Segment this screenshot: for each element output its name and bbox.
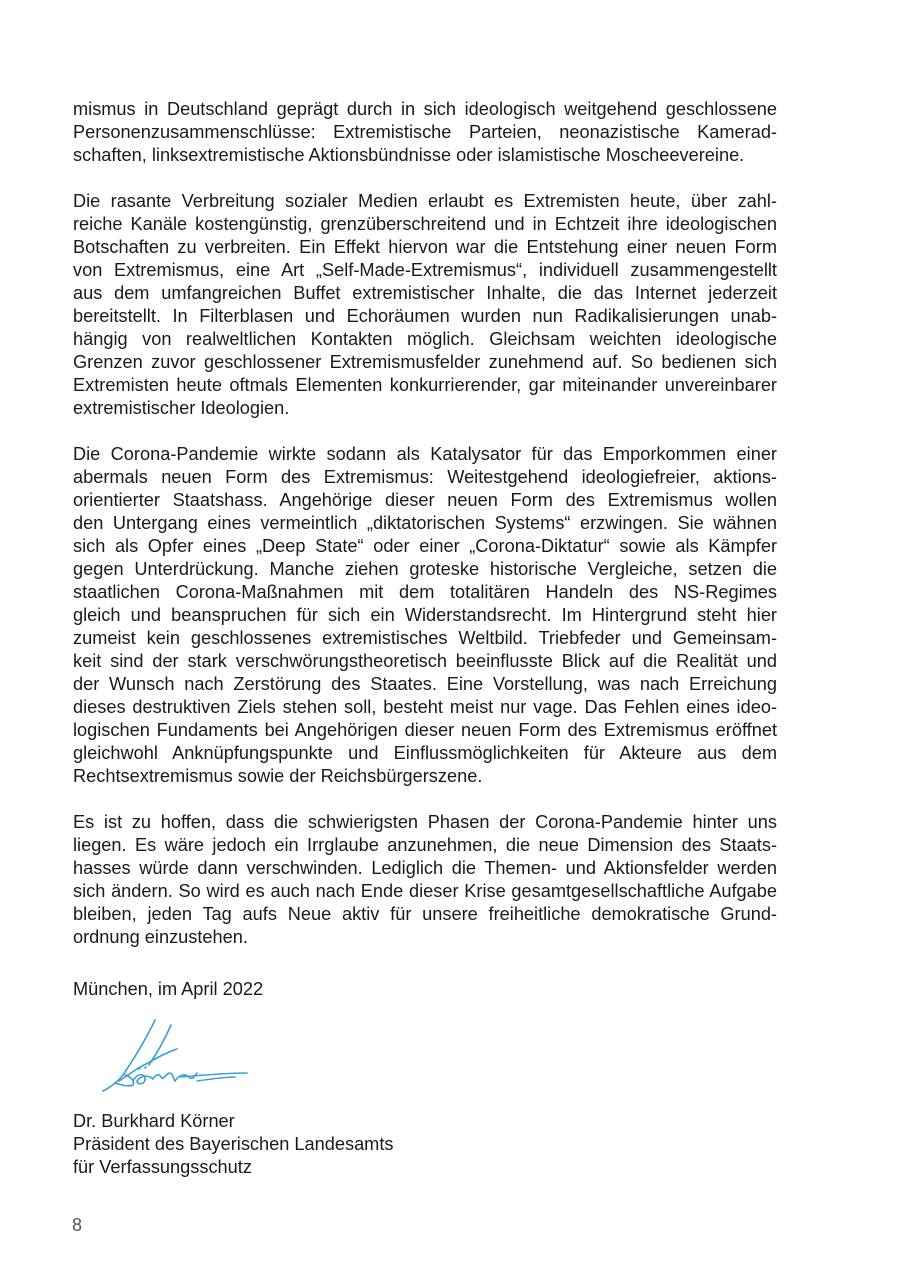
text-line: extremistischer Ideologien. (73, 398, 290, 418)
text-line: der Wunsch nach Zerstörung des Staates. Eine Vorstellung, was nach Erreichung (73, 674, 777, 694)
text-line: gleich und beanspruchen für sich ein Widerstandsrecht. Im Hintergrund steht hier (73, 605, 777, 625)
text-line: abermals neuen Form des Extremismus: Weitestgehend ideologiefreier, aktions- (73, 467, 777, 487)
text-line: logischen Fundaments bei Angehörigen dieser neuen Form des Extremismus eröffnet (73, 720, 777, 740)
text-line: bleiben, jeden Tag aufs Neue aktiv für unsere freiheitliche demokratische Grund- (73, 904, 777, 924)
paragraph-2 (73, 190, 777, 420)
text-line: Personenzusammenschlüsse: Extremistische Parteien, neonazistische Kamerad- (73, 122, 777, 142)
text-line: orientierter Staatshass. Angehörige dieser neuen Form des Extremismus wollen (73, 490, 777, 510)
text-line: liegen. Es wäre jedoch ein Irrglaube anzunehmen, die neue Dimension des Staats- (73, 835, 777, 855)
text-line: gegen Unterdrückung. Manche ziehen groteske historische Vergleiche, setzen die (73, 559, 777, 579)
author-title: für Verfassungsschutz (73, 1157, 252, 1177)
text-line: Die Corona-Pandemie wirkte sodann als Katalysator für das Emporkommen einer (73, 444, 777, 464)
text-line: Botschaften zu verbreiten. Ein Effekt hiervon war die Entstehung einer neuen Form (73, 237, 777, 257)
text-line: von Extremismus, eine Art „Self-Made-Extremismus“, individuell zusammengestellt (73, 260, 777, 280)
text-line: gleichwohl Anknüpfungspunkte und Einflussmöglichkeiten für Akteure aus dem (73, 743, 777, 763)
text-line: staatlichen Corona-Maßnahmen mit dem totalitären Handeln des NS-Regimes (73, 582, 777, 602)
text-line: dieses destruktiven Ziels stehen soll, besteht meist nur vage. Das Fehlen eines ideo- (73, 697, 777, 717)
text-line: Es ist zu hoffen, dass die schwierigsten Phasen der Corona-Pandemie hinter uns (73, 812, 777, 832)
paragraph-4 (73, 811, 777, 949)
text-line: Rechtsextremismus sowie der Reichsbürgerszene. (73, 766, 483, 786)
text-line: schaften, linksextremistische Aktionsbündnisse oder islamistische Moscheevereine. (73, 145, 745, 165)
text-line: sich ändern. So wird es auch nach Ende dieser Krise gesamtgesellschaftliche Aufgabe (73, 881, 777, 901)
author-name: Dr. Burkhard Körner (73, 1111, 235, 1131)
page-number: 8 (72, 1215, 83, 1235)
text-line: keit sind der stark verschwörungstheoretisch beeinflusste Blick auf die Realität und (73, 651, 777, 671)
letter-body (73, 98, 777, 999)
text-line: Extremisten heute oftmals Elementen konkurrierender, gar miteinander unvereinbarer (73, 375, 777, 395)
text-line: aus dem umfangreichen Buffet extremistischer Inhalte, die das Internet jederzeit (73, 283, 777, 303)
text-line: hängig von realweltlichen Kontakten möglich. Gleichsam weichten ideologische (73, 329, 777, 349)
signature-image (85, 1015, 255, 1095)
text-line: hasses würde dann verschwinden. Lediglich die Themen- und Aktionsfelder werden (73, 858, 777, 878)
text-line: sich als Opfer eines „Deep State“ oder einer „Corona-Diktatur“ sowie als Kämpfer (73, 536, 777, 556)
text-line: Die rasante Verbreitung sozialer Medien erlaubt es Extremisten heute, über zahl- (73, 191, 777, 211)
text-line: bereitstellt. In Filterblasen und Echoräumen wurden nun Radikalisierungen unab- (73, 306, 777, 326)
text-line: Grenzen zuvor geschlossener Extremismusfelder zunehmend auf. So bedienen sich (73, 352, 777, 372)
text-line: den Untergang eines vermeintlich „diktatorischen Systems“ erzwingen. Sie wähnen (73, 513, 777, 533)
text-line: mismus in Deutschland geprägt durch in sich ideologisch weitgehend geschlossene (73, 99, 777, 119)
author-title: Präsident des Bayerischen Landesamts (73, 1134, 394, 1154)
paragraph-3 (73, 443, 777, 788)
text-line: reiche Kanäle kostengünstig, grenzüberschreitend und in Echtzeit ihre ideologischen (73, 214, 777, 234)
paragraph-1 (73, 98, 777, 167)
text-line: ordnung einzustehen. (73, 927, 248, 947)
author-block (73, 1110, 393, 1179)
text-line: zumeist kein geschlossenes extremistisches Weltbild. Triebfeder und Gemeinsam- (73, 628, 777, 648)
place-date: München, im April 2022 (73, 979, 264, 999)
